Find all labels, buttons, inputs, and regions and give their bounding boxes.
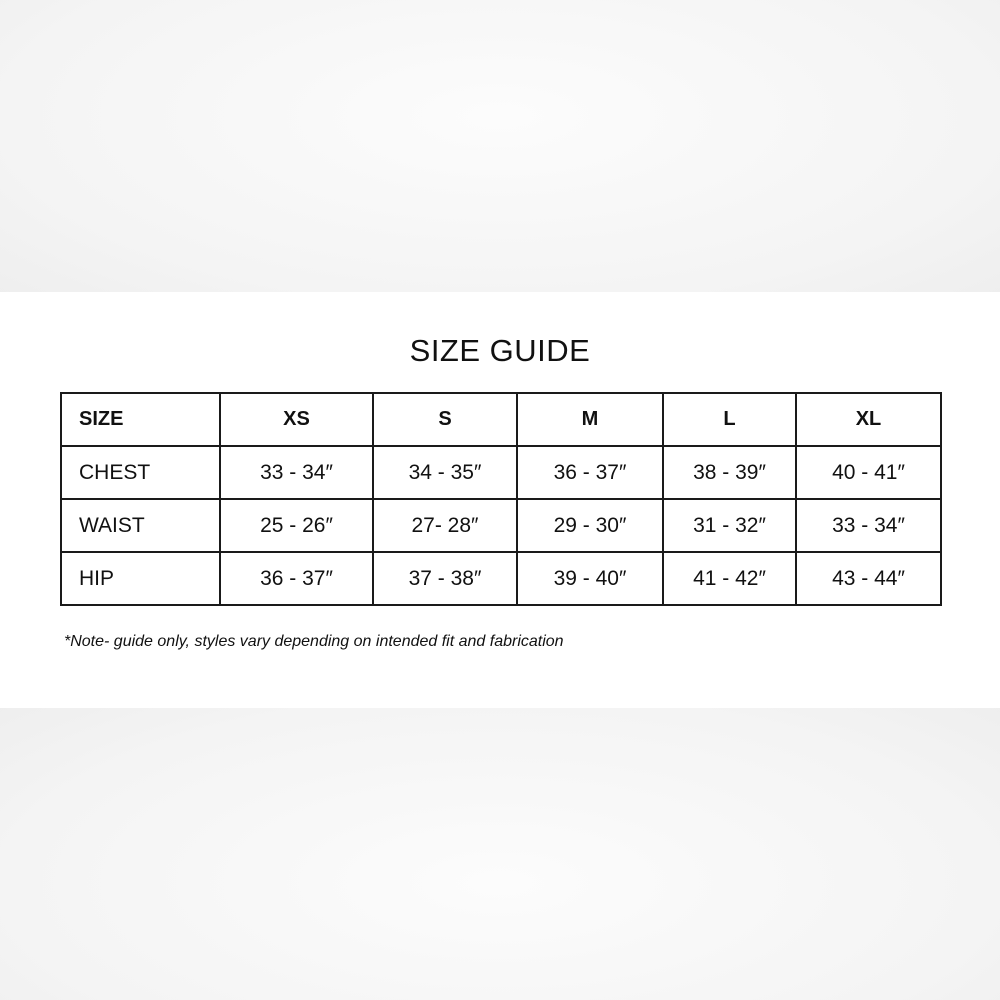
column-header: XS [220, 393, 373, 446]
column-header: XL [796, 393, 941, 446]
table-cell: 36 - 37″ [220, 552, 373, 605]
row-label: CHEST [61, 446, 220, 499]
footnote: *Note- guide only, styles vary depending on intended fit and fabrication [64, 633, 564, 650]
table-cell: 25 - 26″ [220, 499, 373, 552]
table-cell: 31 - 32″ [663, 499, 796, 552]
table-cell: 39 - 40″ [517, 552, 663, 605]
table-header-row [61, 393, 941, 446]
table-cell: 33 - 34″ [796, 499, 941, 552]
table-row [61, 552, 941, 605]
column-header: SIZE [61, 393, 220, 446]
table-cell: 27- 28″ [373, 499, 517, 552]
row-label: HIP [61, 552, 220, 605]
size-table [60, 392, 942, 606]
table-row [61, 446, 941, 499]
table-cell: 41 - 42″ [663, 552, 796, 605]
page-title: SIZE GUIDE [409, 333, 591, 368]
table-cell: 36 - 37″ [517, 446, 663, 499]
bottom-background [0, 708, 1000, 1000]
column-header: L [663, 393, 796, 446]
table-cell: 43 - 44″ [796, 552, 941, 605]
table-cell: 40 - 41″ [796, 446, 941, 499]
column-header: S [373, 393, 517, 446]
table-row [61, 499, 941, 552]
table-cell: 29 - 30″ [517, 499, 663, 552]
top-background [0, 0, 1000, 292]
row-label: WAIST [61, 499, 220, 552]
table-cell: 37 - 38″ [373, 552, 517, 605]
table-cell: 33 - 34″ [220, 446, 373, 499]
table-cell: 38 - 39″ [663, 446, 796, 499]
table-cell: 34 - 35″ [373, 446, 517, 499]
column-header: M [517, 393, 663, 446]
